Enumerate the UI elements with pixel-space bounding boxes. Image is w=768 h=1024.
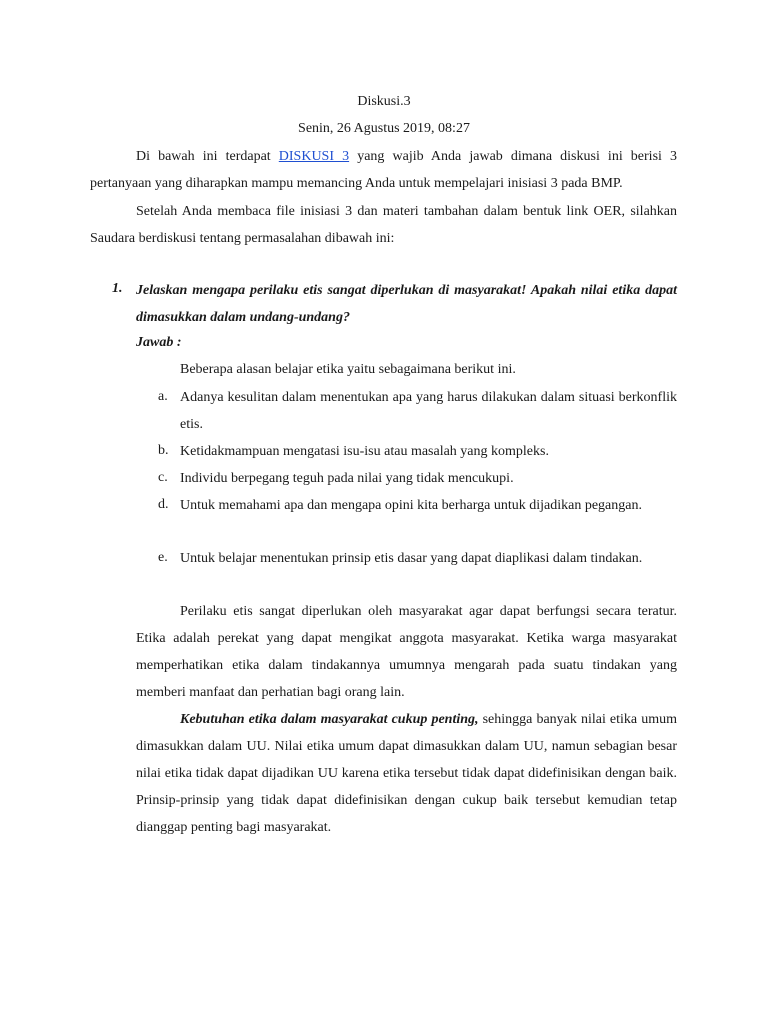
- list-item-b: Ketidakmampuan mengatasi isu-isu atau masalah yang kompleks.: [180, 444, 549, 459]
- question-text: Jelaskan mengapa perilaku etis sangat diperlukan di masyarakat! Apakah nilai etika dapat dimasukkan dalam undang-undang?: [136, 283, 677, 325]
- intro-text-after: yang wajib Anda jawab dimana diskusi ini berisi 3 pertanyaan yang diharapkan mampu memancing Anda untuk mempelajari inisiasi 3 pada BMP.: [90, 149, 678, 191]
- list-item-label-b: b.: [158, 443, 169, 458]
- list-item-label-e: e.: [158, 550, 168, 565]
- answer-label: Jawab :: [136, 335, 182, 350]
- list-item-label-c: c.: [158, 470, 168, 485]
- answer-paragraph-1: Perilaku etis sangat diperlukan oleh masyarakat agar dapat berfungsi secara teratur. Etika adalah perekat yang dapat mengikat anggota masyarakat. Ketika warga masyarakat memperhatikan etika dalam tindakannya umumnya mengarah pada suatu tindakan yang memberi manfaat dan perhatian bagi orang lain.: [136, 604, 677, 700]
- list-item-d: Untuk memahami apa dan mengapa opini kita berharga untuk dijadikan pegangan.: [180, 498, 642, 513]
- document-title: Diskusi.3: [357, 94, 411, 109]
- intro-text-before: Di bawah ini terdapat: [136, 149, 279, 164]
- list-item-e: Untuk belajar menentukan prinsip etis dasar yang dapat diaplikasi dalam tindakan.: [180, 551, 643, 566]
- answer-intro: Beberapa alasan belajar etika yaitu sebagaimana berikut ini.: [180, 362, 516, 377]
- intro-paragraph-2: Setelah Anda membaca file inisiasi 3 dan materi tambahan dalam bentuk link OER, silahkan Saudara berdiskusi tentang permasalahan dibawah ini:: [90, 204, 677, 246]
- intro-paragraph-1: [90, 143, 677, 197]
- list-item-label-d: d.: [158, 497, 169, 512]
- answer-paragraph-2-rest: sehingga banyak nilai etika umum dimasukkan dalam UU. Nilai etika umum dapat dimasukkan dalam UU, namun sebagian besar nilai etika tidak dapat dijadikan UU karena etika tersebut tidak dapat didefinisikan dengan baik. Prinsip-prinsip yang tidak dapat didefinisikan dengan cukup baik tersebut kemudian tetap dianggap penting bagi masyarakat.: [136, 712, 677, 835]
- document-date: Senin, 26 Agustus 2019, 08:27: [298, 121, 470, 136]
- answer-paragraph-2: [136, 706, 677, 841]
- question-number: 1.: [112, 281, 123, 296]
- list-item-c: Individu berpegang teguh pada nilai yang tidak mencukupi.: [180, 471, 514, 486]
- list-item-a: Adanya kesulitan dalam menentukan apa yang harus dilakukan dalam situasi berkonflik etis.: [180, 390, 677, 432]
- list-item-label-a: a.: [158, 389, 168, 404]
- diskusi-link[interactable]: DISKUSI 3: [278, 149, 350, 164]
- answer-paragraph-2-emphasis: Kebutuhan etika dalam masyarakat cukup penting,: [180, 712, 479, 727]
